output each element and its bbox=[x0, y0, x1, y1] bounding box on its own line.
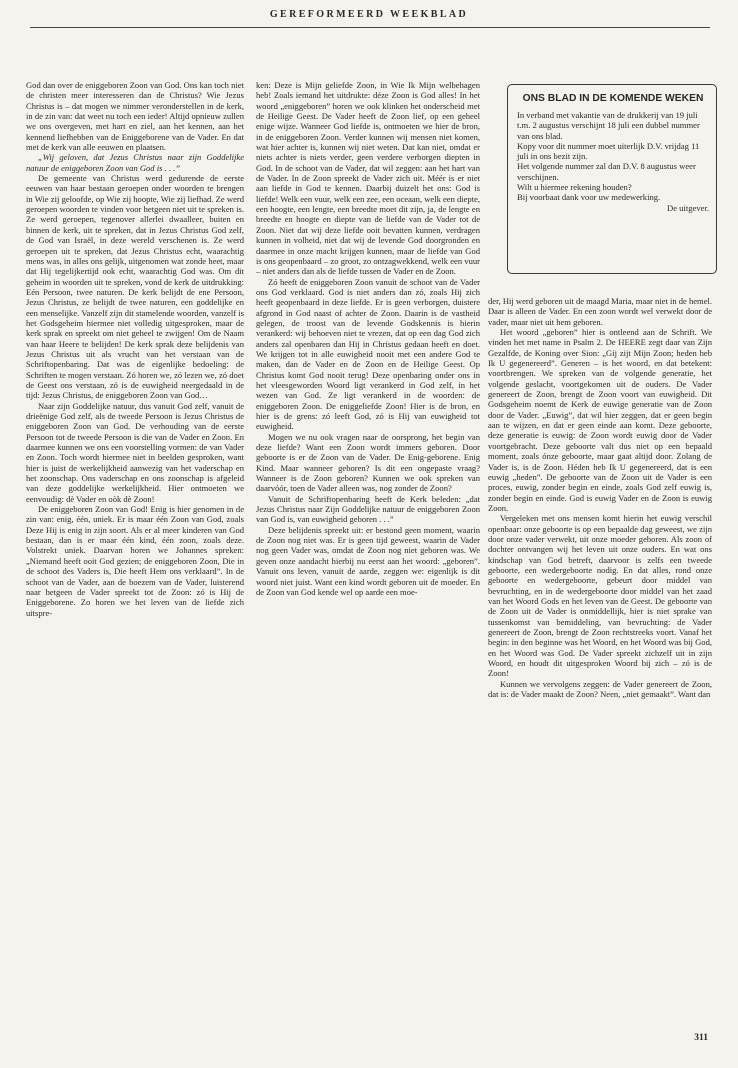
paragraph: Deze belijdenis spreekt uit: er bestond geen moment, waarin de Zoon nog niet was. Er is geen tijd geweest, waarin de Vader nog geen Vader was, omdat de Zoon nog niet geboren was. We geven onze aandacht hierbij nu eerst aan het woord: „geboren”. Vanuit ons leven, vanuit de aarde, zeggen we: eigenlijk is dit woord niet juist. Want een kind wordt geboren uit de moeder. En de Zoon van God kende wel op aarde een moe- bbox=[256, 524, 480, 597]
paragraph: Vergeleken met ons mensen komt hierin het euwig verschil openbaar: onze geboorte is op een bepaalde dag geweest, we zijn door onze vader verwekt, uit onze moeder geboren. Als zoon of dochter ontvangen wij het leven uit onze ouders. En wat ons kindschap van God betreft, daarvoor is zelfs een tweede geboorte, een wedergeboorte nodig. En dat alles, rond onze geboorte en wedergeboorte, gebeurt door middel van bevruchting, en in de wedergeboorte door middel van het zaad van het Woord Gods en het leven van de Geest. De geboorte van de Zoon uit de Vader is onmiddellijk, hier is niet sprake van tussenkomst van bemiddeling, van bevruchting: de Vader genereert de Zoon, brengt de Zoon rechtstreeks voort. Vanaf het begin: in den beginne was het Woord, en het Woord was bij God, en het Woord was God. De Vader spreekt zichzelf uit in zijn Woord, en houdt dit uitgesproken Woord bij zich – zó is de Zoon! bbox=[488, 513, 712, 679]
article-column-2 bbox=[256, 80, 480, 1035]
header-rule bbox=[30, 27, 710, 28]
paragraph: De eniggeboren Zoon van God! Enig is hier genomen in de zin van: enig, één, uniek. Er is maar één Zoon van God, zoals Deze Hij is enig in zijn soort. Als er al meer kinderen van God bestaan, dan is er maar één kind, één zoon, zoals deze. Volstrekt uniek. Daarvan horen we Johannes spreken: „Niemand heeft ooit God gezien; de eniggeboren Zoon, Die in de schoot des Vaders is, Die heeft Hem ons verklaard”. In de schoot van de Vader, aan de boezem van de Vader, luisterend naar hetgeen de Vader spreekt tot de Zoon: zó is Hij de Eniggeborene. Zo horen we het leven van de liefde zich uitspre- bbox=[26, 504, 244, 618]
announcement-box bbox=[507, 84, 717, 274]
paragraph: Kunnen we vervolgens zeggen: de Vader genereert de Zoon, dat is: de Vader maakt de Zoon? Neen, „niet gemaakt”. Want dan bbox=[488, 678, 712, 700]
announcement-signature: De uitgever. bbox=[667, 202, 709, 213]
running-header: GEREFORMEERD WEEKBLAD bbox=[269, 9, 469, 20]
paragraph: Naar zijn Goddelijke natuur, dus vanuit God zelf, vanuit de drieënige God zelf, als de tweede Persoon is Jezus Christus de eniggeboren Zoon van God. De verhouding van de eerste Persoon tot de tweede Persoon is die van de Vader en Zoon. En daarmee kunnen we ons een voorstelling vormen: de van Vader en Zoon. Toch wordt hiermee niet in beelden gesproken, want hier is juist de werkelijkheid aanwezig van het vaderschap en het zoonschap. Ons vaderschap en ons zoonschap is afgeleid van deze goddelijke werkelijkheid. Hier ontmoeten we eenvoudig: dè Vader en oòk dè Zoon! bbox=[26, 400, 244, 504]
announcement-text: Het volgende nummer zal dan D.V. 8 augustus weer verschijnen. bbox=[517, 161, 696, 182]
paragraph: God dan over de eniggeboren Zoon van God. Ons kan toch niet de christen meer interesseren dan de Christus? Wie Jezus Christus is – dat mogen we nimmer veronderstellen in de kerk, in de zin van: dat weet nu toch een ieder! Altijd opnieuw zullen we ons overgeven, met hart en ziel, aan het kennen, aan het kennend liefhebben van de Eniggeborene van de Vader. En dat met de kerk van alle eeuwen en plaatsen. bbox=[26, 80, 244, 153]
quote-paragraph: „Wij geloven, dat Jezus Christus naar zijn Goddelijke natuur de eniggeboren Zoon van God is . . .” bbox=[26, 152, 244, 173]
paragraph: De gemeente van Christus werd gedurende de eerste eeuwen van haar bestaan geroepen onder woorden te brengen in Wie zij geloofde, op Wie zij hoopte, Wie zij liefhad. Ze werd geroepen woorden te vinden voor hetgeen niet uit te spreken is. Ze werd geroepen, tegenover allerlei dwaalleer, buiten en binnen de kerk, uit te spreken, dat in Jezus Christus God zelf, de God van Israël, in deze wereld verschenen is. Ze werd geroepen uit te spreken, dat Jezus Christus echt, waarachtig mens was, in alles ons gelijk, uitgenomen wat zonde heet, maar dat Hij tegelijkertijd ook echt, waarachtig God was. Om dit geheim in woorden uit te spreken, vond de kerk de uitdrukking: Eén Persoon, twee naturen. De kerk belijdt de ene Persoon, Jezus Christus, ze belijdt de twee naturen, een goddelijke en een menselijke. Vanzelf zijn dit stamelende woorden, vanzelf is het Godsgeheim hiermee niet volledig uitgesproken, maar de kerk sprak en spreekt om niet geheel te zwijgen! Om de Naam van haar Heere te belijden! De kerk sprak deze belijdenis van Jezus Christus uit als vrucht van het verstaan van de Schriftopenbaring. Dat was de eigenlijke bedoeling: de Schriften te mogen verstaan. Zó horen we, zó lezen we, zó doet de Geest ons verstaan, zó is de euwigheid neergedaald in de tijd: Jezus Christus, de eniggeboren Zoon van God… bbox=[26, 173, 244, 401]
page-number: 311 bbox=[694, 1033, 708, 1043]
paragraph: der, Hij werd geboren uit de maagd Maria, maar niet in de hemel. Daar is alleen de Vader. En een zoon wordt wel verwekt door de vader, maar niet uit hem geboren. bbox=[488, 296, 712, 327]
paragraph: Vanuit de Schriftopenbaring heeft de Kerk beleden: „dat Jezus Christus naar Zijn Goddelijke natuur de eniggeboren Zoon van God is, van euwigheid geboren . . .” bbox=[256, 493, 480, 525]
paragraph: Zó heeft de eniggeboren Zoon vanuit de schoot van de Vader ons God verklaard. God is niet anders dan zó, zoals Hij zich heeft geopenbaard in deze liefde. Er is geen verborgen, duistere afgrond in God naast of achter de Zoon. Daarin is de vastheid gelegen, de troost van de levende Godskennis is hierin verankerd: wij behoeven niet te vrezen, dat op een dag God zich anders zal openbaren dan Hij in Christus gedaan heeft en doet. We krijgen tot in alle euwigheid nooit met een andere God te maken, dan de Vader en de Zoon en de Heilige Geest. Op Christus komt God nooit terug! Deze openbaring onder ons in het vleesgeworden Woord ligt verankerd in God zelf, in het wezen van God. Ze ligt verankerd in de woorden: de eniggeboren Zoon. De eniggeliefde Zoon! Hier is de bron, en hier is de grens: zó leeft God, zó is Hij van euwigheid tot euwigheid. bbox=[256, 276, 480, 432]
paragraph: Mogen we nu ook vragen naar de oorsprong, het begin van deze liefde? Want een Zoon wordt immers geboren. Door geboorte is er de Zoon van de Vader. De Enig-geborene. Enig Kind. Maar wanneer geboren? Is dit een ongepaste vraag? Wanneer is de Zoon geboren? Kunnen we ook spreken van daarvóór, toen de Vader alleen was, nog zonder de Zoon? bbox=[256, 431, 480, 494]
announcement-text: Bij voorbaat dank voor uw medewerking. bbox=[517, 192, 661, 203]
announcement-text: In verband met vakantie van de drukkerij van 19 juli t.m. 2 augustus verschijnt 18 juli een dubbel nummer van ons blad. bbox=[517, 110, 700, 141]
article-column-3 bbox=[488, 296, 712, 1001]
announcement-text: Kopy voor dit nummer moet uiterlijk D.V. vrijdag 11 juli in ons bezit zijn. bbox=[517, 140, 700, 162]
announcement-title: ONS BLAD IN DE KOMENDE WEKEN bbox=[522, 93, 704, 104]
paragraph: Het woord „geboren” hier is ontleend aan de Schrift. We vinden het met name in Psalm 2. De HEERE zegt daar van Zijn Gezalfde, de Koning over Sion: „Gij zijt Mijn Zoon; heden heb Ik U gegenereerd”. Generen – is het woord, en dat betekent: voortbrengen. We spreken van de volgende generatie, het volgende geslacht, voortgekomen uit de ouders. De Vader genereert de Zoon, brengt de Zoon voort van euwigheid. Dit Godsgeheim noemt de Kerk de euwige generatie van de Zoon door de Vader. „Euwig”, dat wil hier zeggen, dat er geen begin aan te wijzen, en dat er geen einde aan komt. Deze geboorte, deze generatie is euwig: de Zoon wordt euwig door de Vader voortgebracht. Deze geboorte valt dus niet op een bepaald moment, zoals ónze geboorte, maar gaat altijd door. Zolang de Vader is, is de Zoon. Héden heb Ik U gegenereerd, dat is een euwig „heden”. De geboorte van de Zoon uit de Vader is een proces, euwig, zonder begin en einde, zoals God zelf euwig is, zonder begin en einde. God is euwig Vader en de Zoon is euwig Zoon. bbox=[488, 327, 712, 513]
announcement-text: Wilt u hiermee rekening houden? bbox=[517, 182, 632, 193]
article-column-1 bbox=[26, 80, 244, 1035]
paragraph: ken: Deze is Mijn geliefde Zoon, in Wie Ik Mijn welbehagen heb! Zoals iemand het uitdrukte: déze Zoon is God alles! In het woord „eniggeboren” horen we ook klinken het onderscheid met de Heilige Geest. De Vader heeft de Zoon lief, op een geheel enige wijze. Wanneer God liefde is, ontmoeten we hier de bron, in de eniggeboren Zoon. Verder kunnen wij mensen niet komen, wat hier achter is, kunnen wij niet weten. Dat kan niet, omdat er niets achter is niets verder, geen verdere verborgen diepten in God. In de schoot van de Vader, dat wil zeggen: aan het hart van de Vader. In de Zoon spreekt de Vader zich uit. Méér is er niet aan liefde in God te kennen. Daarbij duizelt het ons: God is liefde! Welk een vuur, welk een zee, een oceaan, welk een diepte, een hoogte, een lengte, een breedte moet dit zijn, ja, de lengte en breedte en hoogte en diepte van de liefde van de Vader tot de Zoon. Niet dat wij deze liefde ooit bevatten kunnen, verdragen kunnen in volheid, niet dat wij de levende God doorgronden en daarmee in onze macht krijgen kunnen, maar de liefde van God is ons geopenbaard – zo groot, zo ontzagwekkend, welk een vuur – niet anders dan als de liefde tussen de Vader en de Zoon. bbox=[256, 80, 480, 277]
